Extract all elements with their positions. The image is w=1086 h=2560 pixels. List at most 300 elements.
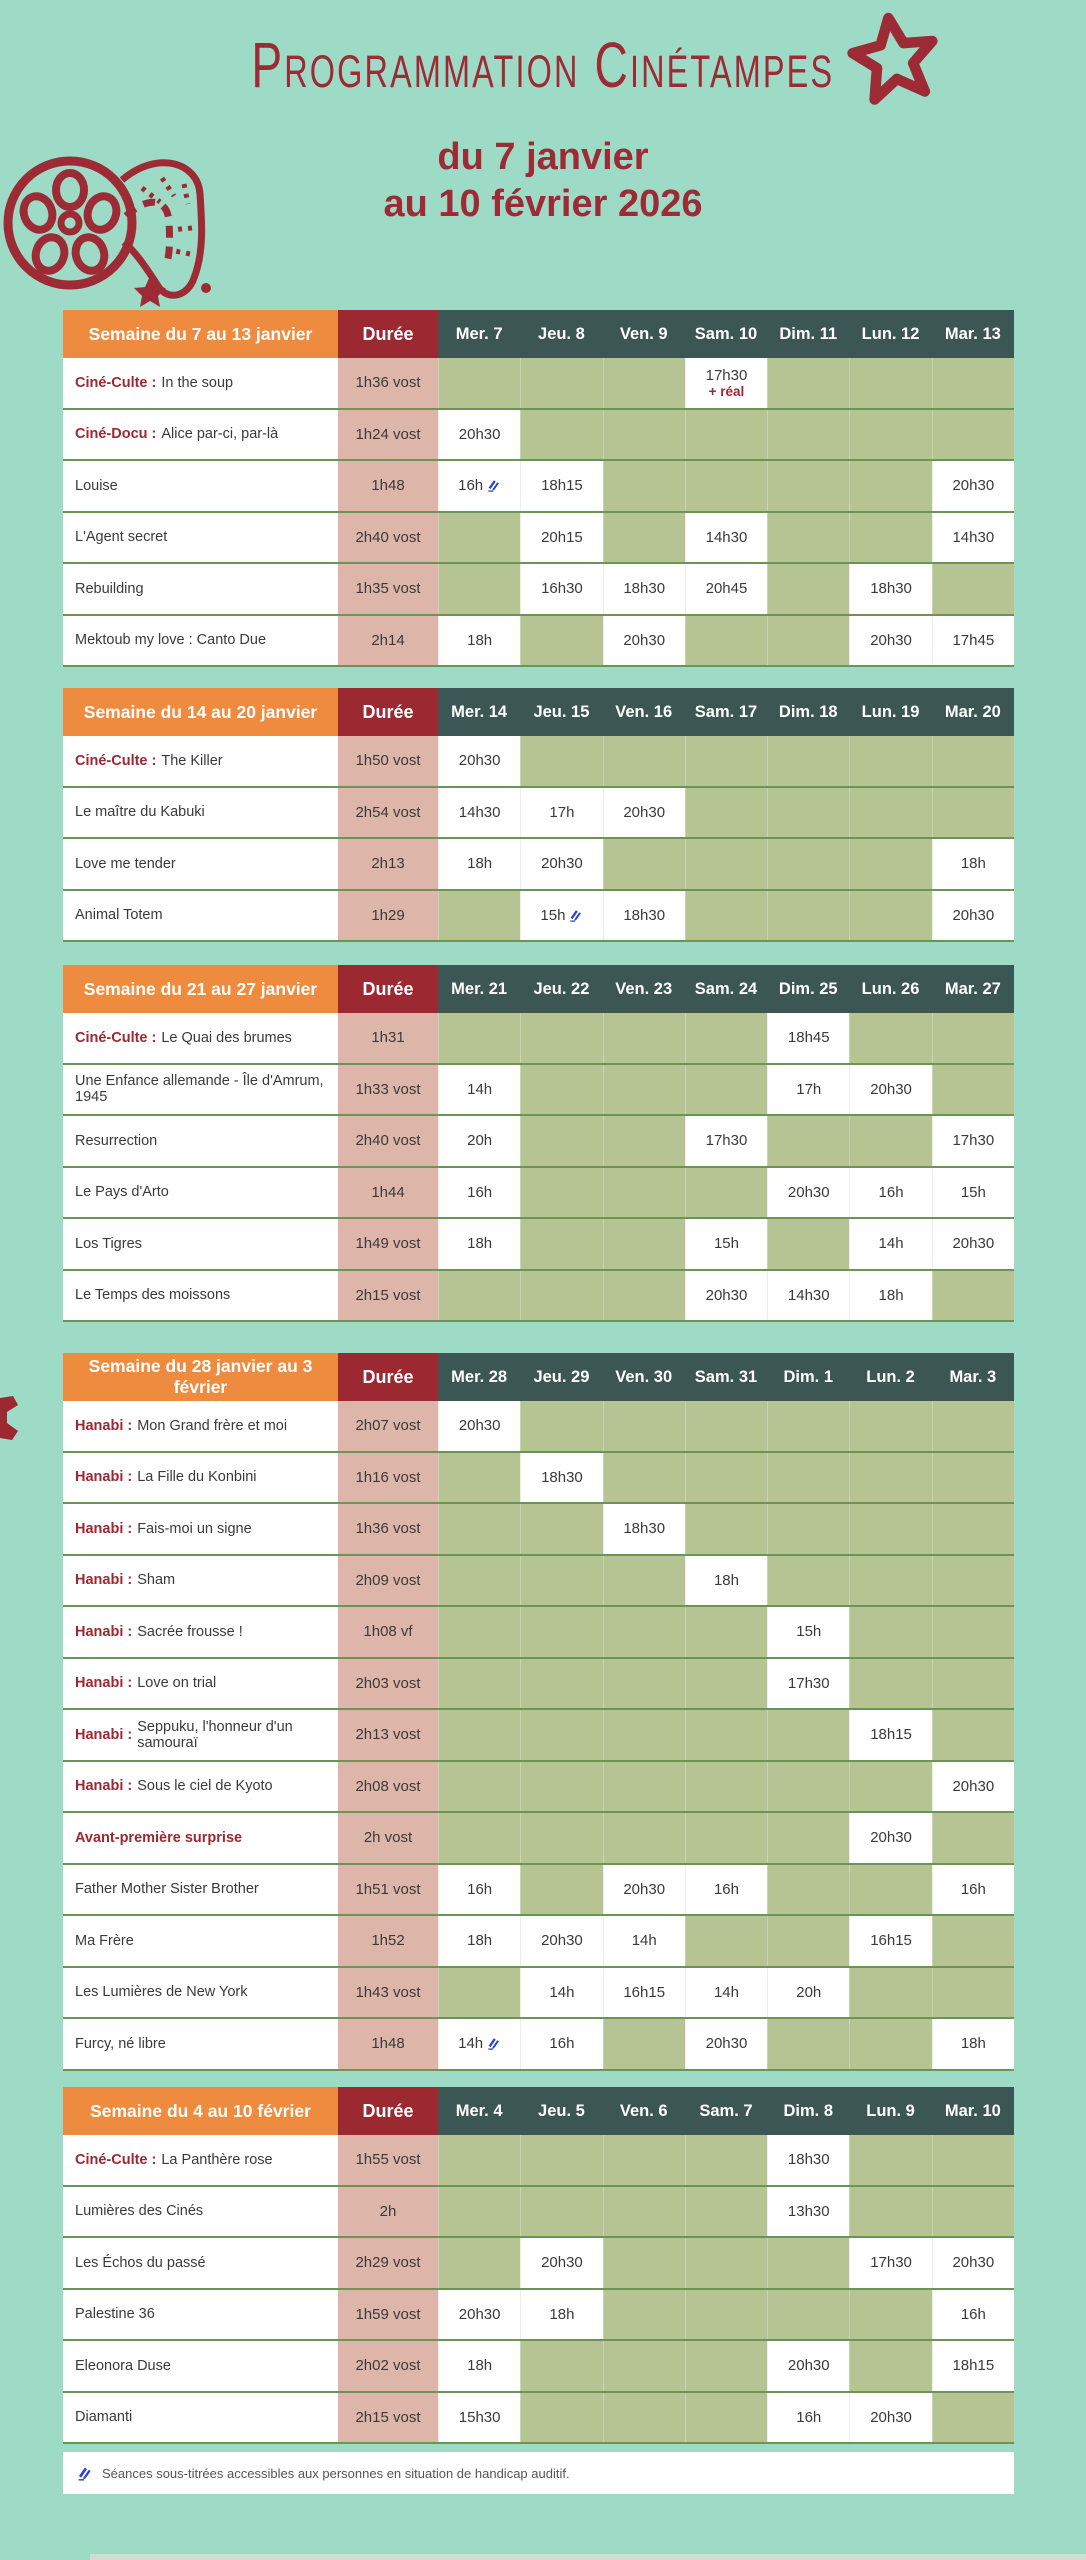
film-duration: 2h09 vost [338,1556,438,1606]
empty-cell [932,1065,1014,1115]
film-title-cell [63,1219,338,1269]
film-row [63,2393,1014,2445]
showtime: 16h15 [870,1932,912,1950]
film-duration: 1h55 vost [338,2135,438,2185]
film-title-cell [63,2238,338,2288]
film-row [63,2238,1014,2290]
film-duration: 2h03 vost [338,1659,438,1709]
showtime: 20h30 [787,1183,830,1201]
empty-cell [767,564,849,614]
film-duration: 1h35 vost [338,564,438,614]
day-headers [438,965,1014,1013]
showtime: 18h15 [541,477,583,495]
film-title: The Killer [161,752,223,769]
empty-cell [685,2341,767,2391]
showtime: 18h [549,2305,575,2323]
empty-cell [685,891,767,941]
empty-cell [603,1453,685,1503]
empty-cell [767,410,849,460]
showtime-cell [438,2393,520,2443]
film-duration: 1h59 vost [338,2290,438,2340]
showtime-cell [438,1065,520,1115]
empty-cell [767,2019,849,2069]
empty-cell [520,2187,602,2237]
empty-cell [767,513,849,563]
empty-cell [520,1813,602,1863]
film-row [63,1453,1014,1505]
showtime: 20h30 [705,2035,748,2053]
film-title: Father Mother Sister Brother [75,1881,259,1898]
film-row [63,410,1014,462]
film-row [63,2019,1014,2071]
empty-cell [849,410,931,460]
showtime: 18h15 [870,1726,912,1744]
showtime-cell [767,2393,849,2443]
film-title-cell [63,1504,338,1554]
day-header: Ven. 6 [619,2101,668,2120]
film-title-cell [63,1710,338,1760]
empty-cell [603,1659,685,1709]
film-title-cell [63,2135,338,2185]
empty-cell [685,788,767,838]
empty-cell [767,1916,849,1966]
showtime: 18h15 [952,2357,995,2375]
empty-cell [603,839,685,889]
film-row [63,2290,1014,2342]
film-category: Hanabi : [75,1726,133,1743]
film-duration: 2h40 vost [338,1116,438,1166]
empty-cell [767,1116,849,1166]
empty-cell [603,736,685,786]
empty-cell [438,1968,520,2018]
film-title-cell [63,1607,338,1657]
film-row [63,788,1014,840]
showtime: 20h30 [952,1235,995,1253]
film-title-cell [63,2187,338,2237]
day-header: Dim. 8 [783,2101,834,2120]
film-title: Love on trial [137,1675,217,1692]
showtime: 17h30 [870,2254,912,2272]
empty-cell [520,2341,602,2391]
film-duration: 1h36 vost [338,358,438,408]
film-title: Les Lumières de New York [75,1984,248,2001]
day-header: Mer. 4 [455,2101,503,2120]
showtime-cell [438,839,520,889]
film-duration: 1h29 [338,891,438,941]
subtitle-line-2: au 10 février 2026 [383,183,703,225]
empty-cell [849,2187,931,2237]
day-header: Jeu. 15 [533,702,590,721]
next-page-edge [90,2554,1086,2560]
showtime-cell [932,1219,1014,1269]
film-row [63,1659,1014,1711]
week-table-5 [63,2087,1014,2444]
week-title: Semaine du 28 janvier au 3 février [63,1353,338,1401]
showtime-cell [438,1916,520,1966]
film-title-cell [63,1968,338,2018]
empty-cell [685,1659,767,1709]
showtime-cell [520,1968,602,2018]
empty-cell [932,1556,1014,1606]
film-duration: 1h44 [338,1168,438,1218]
empty-cell [438,1271,520,1321]
showtime: 18h30 [623,1520,666,1538]
film-duration: 2h40 vost [338,513,438,563]
film-title-cell [63,2290,338,2340]
showtime-cell [520,2238,602,2288]
empty-cell [603,1762,685,1812]
film-title-cell [63,1013,338,1063]
film-title: L'Agent secret [75,529,168,546]
day-header: Dim. 25 [778,979,838,998]
empty-cell [603,2238,685,2288]
empty-cell [685,1504,767,1554]
day-header: Mer. 14 [451,702,508,721]
empty-cell [767,1401,849,1451]
showtime: 16h [458,477,501,494]
duration-column-header: Durée [338,1353,438,1401]
showtime: 16h [960,1880,986,1898]
showtime-note: + réal [708,383,745,399]
showtime: 14h [631,1932,657,1950]
showtime-cell [849,1710,931,1760]
showtime-cell [603,1504,685,1554]
empty-cell [685,1401,767,1451]
showtime: 20h30 [623,1880,666,1898]
empty-cell [520,1865,602,1915]
film-category: Hanabi : [75,1572,133,1589]
showtime: 18h [878,1286,904,1304]
empty-cell [849,1968,931,2018]
empty-cell [767,461,849,511]
empty-cell [603,1710,685,1760]
film-title: Une Enfance allemande - Île d'Amrum, 1945 [75,1073,324,1106]
showtime-cell [849,1813,931,1863]
empty-cell [932,736,1014,786]
film-row [63,1607,1014,1659]
empty-cell [685,2393,767,2443]
showtime: 15h [713,1235,739,1253]
showtime-cell [438,461,520,511]
showtime-cell [932,2019,1014,2069]
showtime-cell [767,1271,849,1321]
showtime-cell [932,1865,1014,1915]
day-header: Jeu. 22 [533,979,590,998]
empty-cell [932,1916,1014,1966]
showtime: 14h30 [458,803,501,821]
showtime: 14h30 [705,528,748,546]
day-header: Mer. 7 [455,324,503,343]
empty-cell [685,1453,767,1503]
empty-cell [438,2238,520,2288]
film-title: Le Temps des moissons [75,1287,231,1304]
empty-cell [849,2135,931,2185]
showtime-cell [767,1013,849,1063]
showtime: 20h30 [458,425,501,443]
film-duration: 1h48 [338,2019,438,2069]
showtime-cell [767,2135,849,2185]
showtime: 17h30 [705,1132,748,1150]
showtime-cell [520,1453,602,1503]
showtime: 18h [467,855,493,873]
showtime: 16h [960,2305,986,2323]
empty-cell [520,2393,602,2443]
showtime-cell [685,1271,767,1321]
showtime: 16h [713,1880,739,1898]
showtime-cell [932,1116,1014,1166]
showtime: 20h30 [541,855,583,873]
empty-cell [849,1453,931,1503]
week-header-row [63,1353,1014,1401]
empty-cell [685,616,767,666]
empty-cell [767,358,849,408]
empty-cell [603,2019,685,2069]
empty-cell [603,1401,685,1451]
day-header: Mer. 28 [451,1367,508,1386]
accessibility-note [63,2452,1014,2494]
empty-cell [767,839,849,889]
film-duration: 1h51 vost [338,1865,438,1915]
empty-cell [603,513,685,563]
film-category: Hanabi : [75,1469,133,1486]
showtime-cell [438,1401,520,1451]
showtime: 20h30 [623,631,666,649]
showtime-cell [932,513,1014,563]
empty-cell [685,1916,767,1966]
empty-cell [767,891,849,941]
day-header: Lun. 26 [861,979,920,998]
day-header: Sam. 24 [694,979,758,998]
film-row [63,736,1014,788]
empty-cell [932,2393,1014,2443]
showtime-cell [932,891,1014,941]
page-subtitle [0,134,1086,228]
week-header-row [63,688,1014,736]
empty-cell [767,1865,849,1915]
showtime-cell [685,1865,767,1915]
showtime-cell [603,1968,685,2018]
film-row [63,1401,1014,1453]
day-header: Mar. 27 [944,979,1001,998]
showtime: 18h30 [541,1468,583,1486]
film-title: Rebuilding [75,580,144,597]
day-headers [438,1353,1014,1401]
empty-cell [849,839,931,889]
showtime: 20h30 [458,1417,501,1435]
empty-cell [603,2290,685,2340]
empty-cell [767,1453,849,1503]
film-duration: 1h24 vost [338,410,438,460]
showtime: 20h30 [952,1777,995,1795]
empty-cell [520,1710,602,1760]
showtime: 20h30 [870,1080,912,1098]
showtime-cell [438,1219,520,1269]
empty-cell [438,2135,520,2185]
film-title: Le Quai des brumes [161,1029,292,1046]
film-title-cell [63,1556,338,1606]
day-headers [438,2087,1014,2135]
showtime: 20h30 [458,752,501,770]
film-duration: 1h16 vost [338,1453,438,1503]
showtime: 13h30 [787,2202,830,2220]
film-duration: 2h15 vost [338,2393,438,2443]
film-title: Avant-première surprise [75,1829,243,1846]
empty-cell [685,1013,767,1063]
empty-cell [849,1556,931,1606]
empty-cell [603,1065,685,1115]
empty-cell [932,1659,1014,1709]
showtime: 17h45 [952,631,995,649]
film-duration: 1h52 [338,1916,438,1966]
film-title-cell [63,1762,338,1812]
empty-cell [849,2019,931,2069]
empty-cell [603,1013,685,1063]
film-title: Love me tender [75,855,176,872]
film-duration: 1h48 [338,461,438,511]
film-row [63,1065,1014,1117]
showtime: 20h30 [870,631,912,649]
empty-cell [685,2290,767,2340]
duration-column-header: Durée [338,310,438,358]
film-title-cell [63,461,338,511]
film-duration: 2h54 vost [338,788,438,838]
film-title-cell [63,564,338,614]
empty-cell [685,1168,767,1218]
showtime: 20h30 [787,2357,830,2375]
showtime: 20h30 [952,477,995,495]
empty-cell [849,1762,931,1812]
film-title: Louise [75,477,118,494]
showtime-cell [438,1865,520,1915]
day-header: Mar. 10 [944,2101,1001,2120]
showtime: 18h30 [623,580,666,598]
film-title: La Panthère rose [161,2151,273,2168]
empty-cell [685,736,767,786]
showtime: 15h [960,1183,986,1201]
showtime-cell [520,2019,602,2069]
showtime-cell [685,358,767,408]
film-category: Ciné-Culte : [75,2151,157,2168]
empty-cell [520,2135,602,2185]
accessibility-note-text: Séances sous-titrées accessibles aux personnes en situation de handicap auditif. [102,2465,570,2481]
day-header: Jeu. 5 [538,2101,585,2120]
showtime-cell [520,513,602,563]
showtime: 20h30 [952,2254,995,2272]
film-row [63,1271,1014,1323]
showtime: 20h30 [623,803,666,821]
day-header: Sam. 17 [694,702,758,721]
empty-cell [932,1453,1014,1503]
showtime: 18h [960,2035,986,2053]
showtime-cell [520,2290,602,2340]
showtime: 17h [796,1080,822,1098]
empty-cell [603,1607,685,1657]
film-title: Mektoub my love : Canto Due [75,632,267,649]
showtime: 17h30 [952,1132,995,1150]
empty-cell [849,736,931,786]
film-duration: 1h31 [338,1013,438,1063]
film-row [63,616,1014,668]
empty-cell [438,358,520,408]
empty-cell [520,1556,602,1606]
film-duration: 1h43 vost [338,1968,438,2018]
showtime-cell [849,564,931,614]
empty-cell [767,736,849,786]
subtitle-line-1: du 7 janvier [437,136,649,178]
day-header: Ven. 16 [615,702,673,721]
film-title: Ma Frère [75,1932,134,1949]
showtime-cell [438,2290,520,2340]
showtime: 16h [467,1880,493,1898]
showtime-cell [520,891,602,941]
day-header: Sam. 7 [699,2101,753,2120]
empty-cell [520,1219,602,1269]
showtime: 20h15 [541,528,583,546]
empty-cell [849,1401,931,1451]
empty-cell [849,1013,931,1063]
showtime: 20h30 [541,1932,583,1950]
showtime: 18h30 [870,580,912,598]
empty-cell [685,1762,767,1812]
film-title: Sous le ciel de Kyoto [137,1778,273,1795]
film-title-cell [63,358,338,408]
film-title: Seppuku, l'honneur d'un samouraï [137,1718,293,1751]
film-title-cell [63,513,338,563]
empty-cell [438,564,520,614]
day-header: Lun. 2 [866,1367,915,1386]
empty-cell [932,564,1014,614]
showtime-cell [767,1065,849,1115]
empty-cell [520,1607,602,1657]
film-title-cell [63,1271,338,1321]
film-row [63,839,1014,891]
film-title: Diamanti [75,2409,133,2426]
day-header: Lun. 9 [866,2101,915,2120]
film-title-cell [63,891,338,941]
film-duration: 2h29 vost [338,2238,438,2288]
empty-cell [520,1401,602,1451]
showtime-cell [438,1116,520,1166]
day-header: Mer. 21 [451,979,508,998]
film-title: Los Tigres [75,1235,142,1252]
showtime: 17h [549,803,575,821]
showtime: 20h [796,1983,822,2001]
empty-cell [438,1607,520,1657]
showtime-cell [520,564,602,614]
empty-cell [603,1271,685,1321]
empty-cell [520,736,602,786]
empty-cell [603,358,685,408]
empty-cell [932,1013,1014,1063]
film-row [63,1556,1014,1608]
empty-cell [438,513,520,563]
film-title: La Fille du Konbini [137,1469,257,1486]
film-category: Ciné-Culte : [75,374,157,391]
showtime-cell [849,616,931,666]
empty-cell [438,1762,520,1812]
day-header: Ven. 23 [615,979,673,998]
showtime-cell [603,616,685,666]
empty-cell [932,1271,1014,1321]
film-category: Hanabi : [75,1623,133,1640]
empty-cell [603,1116,685,1166]
film-title-cell [63,839,338,889]
empty-cell [520,1659,602,1709]
showtime: 15h30 [458,2408,501,2426]
empty-cell [603,1813,685,1863]
showtime-cell [603,891,685,941]
week-title: Semaine du 14 au 20 janvier [63,688,338,736]
